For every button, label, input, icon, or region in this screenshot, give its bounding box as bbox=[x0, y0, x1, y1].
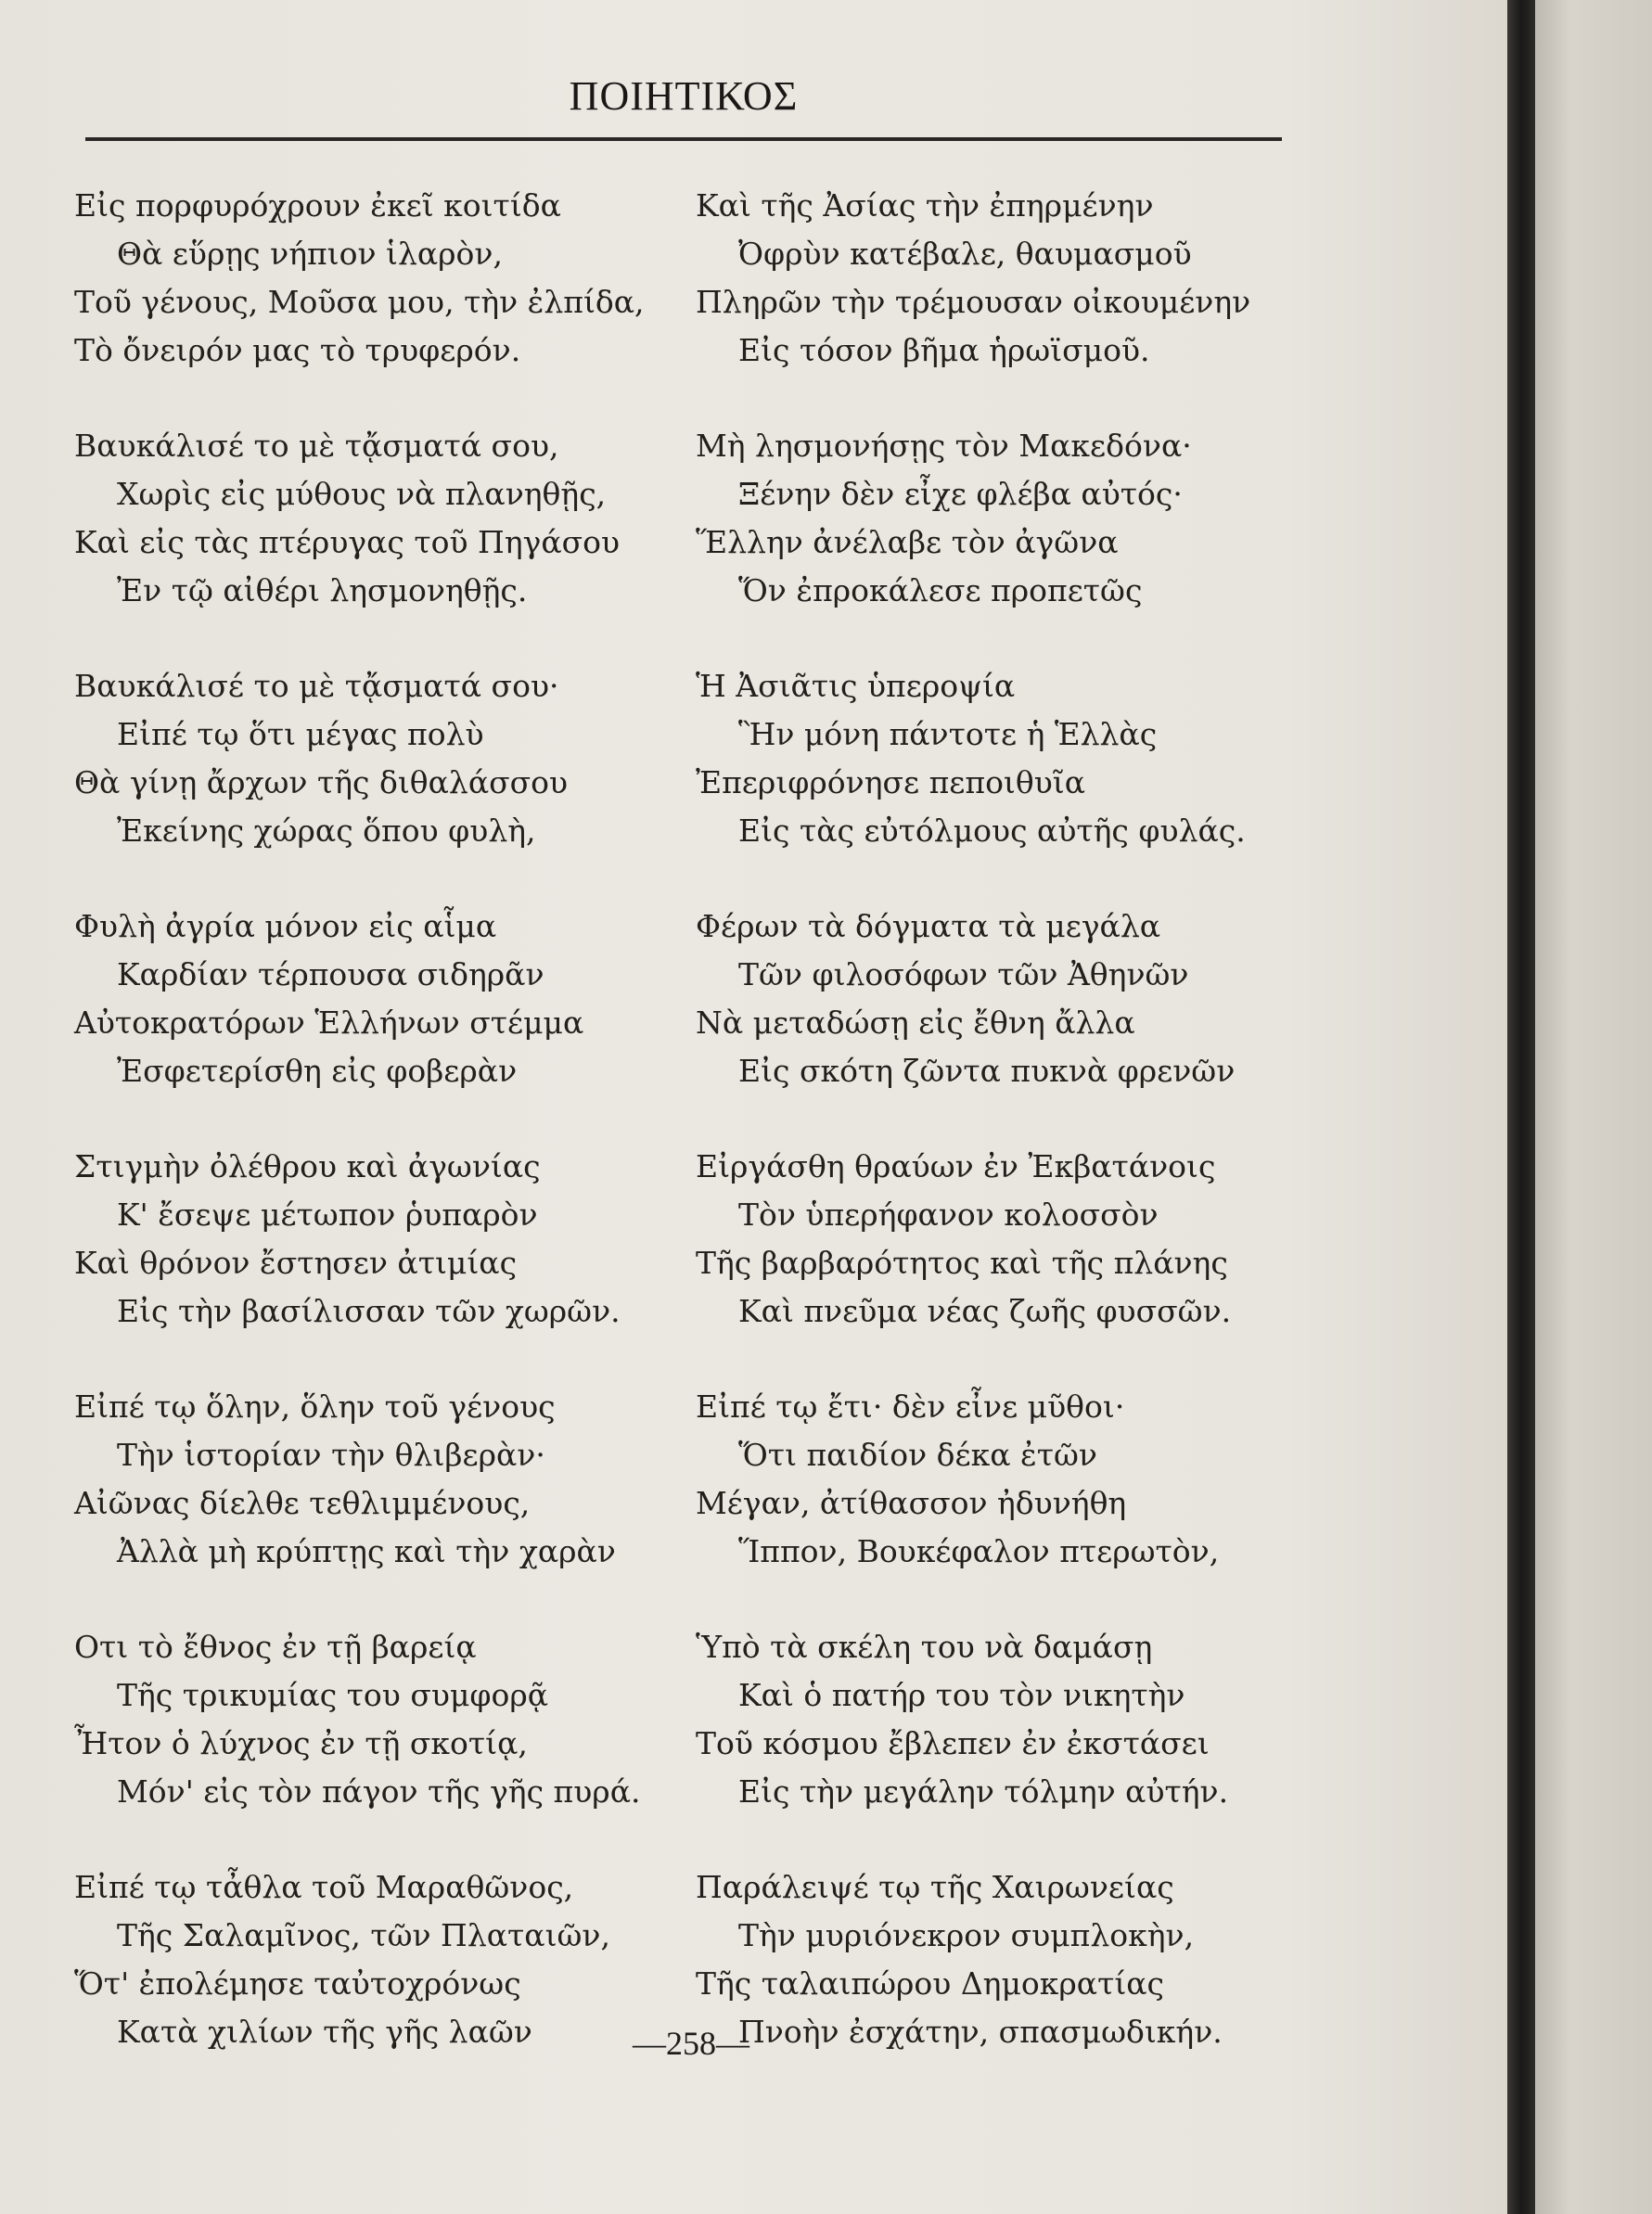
verse-line: Τὴν ἱστορίαν τὴν θλιβερὰν· bbox=[117, 1437, 545, 1473]
verse-line: Ὅν ἐπροκάλεσε προπετῶς bbox=[738, 572, 1143, 608]
verse-line: Καὶ εἰς τὰς πτέρυγας τοῦ Πηγάσου bbox=[74, 524, 621, 560]
verse-line: Ὀφρὺν κατέβαλε, θαυμασμοῦ bbox=[738, 236, 1192, 272]
stanza bbox=[74, 422, 668, 662]
verse-line: Τῆς ταλαιπώρου Δημοκρατίας bbox=[696, 1965, 1165, 2002]
verse-line: Κ' ἔσεψε μέτωπον ῥυπαρὸν bbox=[117, 1197, 538, 1233]
verse-line: Ἐν τῷ αἰθέρι λησμονηθῇς. bbox=[117, 572, 528, 608]
verse-line: Τῆς τρικυμίας του συμφορᾷ bbox=[117, 1677, 549, 1713]
verse-line: Εἰς τὴν βασίλισσαν τῶν χωρῶν. bbox=[117, 1293, 621, 1329]
verse-line: Μὴ λησμονήσῃς τὸν Μακεδόνα· bbox=[696, 428, 1192, 464]
verse-line: Ξένην δὲν εἶχε φλέβα αὐτός· bbox=[738, 476, 1183, 512]
verse-line: Εἰς τὰς εὐτόλμους αὐτῆς φυλάς. bbox=[738, 813, 1246, 849]
verse-line: Εἰπέ τῳ ἔτι· δὲν εἶνε μῦθοι· bbox=[696, 1389, 1125, 1425]
verse-line: Τὸ ὄνειρόν μας τὸ τρυφερόν. bbox=[74, 332, 521, 368]
verse-line: Κατὰ χιλίων τῆς γῆς λαῶν bbox=[117, 2014, 532, 2050]
stanza bbox=[74, 1623, 668, 1863]
stanza bbox=[696, 182, 1289, 422]
verse-line: Καὶ πνεῦμα νέας ζωῆς φυσσῶν. bbox=[738, 1293, 1232, 1329]
verse-line: Νὰ μεταδώσῃ εἰς ἔθνη ἄλλα bbox=[696, 1005, 1135, 1041]
stanza bbox=[74, 1383, 668, 1623]
verse-line: Εἰπέ τῳ τἆθλα τοῦ Μαραθῶνος, bbox=[74, 1869, 574, 1905]
verse-line: Ἣν μόνη πάντοτε ἡ Ἑλλὰς bbox=[738, 716, 1158, 752]
verse-line: Στιγμὴν ὀλέθρου καὶ ἀγωνίας bbox=[74, 1148, 541, 1184]
verse-line: Βαυκάλισέ το μὲ τᾄσματά σου· bbox=[74, 668, 559, 704]
verse-line: Φέρων τὰ δόγματα τὰ μεγάλα bbox=[696, 908, 1161, 944]
stanza bbox=[696, 1383, 1289, 1623]
verse-line: Καὶ τῆς Ἀσίας τὴν ἐπηρμένην bbox=[696, 187, 1154, 224]
verse-line: Αἰῶνας δίελθε τεθλιμμένους, bbox=[74, 1485, 531, 1521]
stanza bbox=[74, 902, 668, 1143]
facing-page-edge bbox=[1535, 0, 1652, 2214]
stanza bbox=[696, 902, 1289, 1143]
verse-line: Ἐσφετερίσθη εἰς φοβερὰν bbox=[117, 1053, 518, 1089]
right-column bbox=[696, 182, 1289, 2104]
verse-line: Φυλὴ ἀγρία μόνον εἰς αἷμα bbox=[74, 908, 497, 944]
verse-line: Πνοὴν ἐσχάτην, σπασμωδικήν. bbox=[738, 2014, 1223, 2050]
verse-line: Ὑπὸ τὰ σκέλη του νὰ δαμάσῃ bbox=[696, 1629, 1153, 1665]
verse-line: Ἦτον ὁ λύχνος ἐν τῇ σκοτίᾳ, bbox=[74, 1725, 528, 1761]
header-rule bbox=[85, 137, 1282, 141]
book-spine bbox=[1507, 0, 1535, 2214]
stanza bbox=[696, 662, 1289, 902]
stanza bbox=[74, 1863, 668, 2104]
stanza bbox=[74, 182, 668, 422]
verse-line: Μέγαν, ἀτίθασσον ἠδυνήθη bbox=[696, 1485, 1127, 1521]
verse-line: Τοῦ κόσμου ἔβλεπεν ἐν ἐκστάσει bbox=[696, 1725, 1210, 1761]
page-number: —258— bbox=[633, 2025, 749, 2062]
verse-line: Μόν' εἰς τὸν πάγον τῆς γῆς πυρά. bbox=[117, 1773, 641, 1810]
verse-line: Καὶ θρόνον ἔστησεν ἀτιμίας bbox=[74, 1245, 518, 1281]
verse-line: Ἀλλὰ μὴ κρύπτῃς καὶ τὴν χαρὰν bbox=[117, 1533, 616, 1569]
verse-line: Εἰπέ τῳ ὅλην, ὅλην τοῦ γένους bbox=[74, 1389, 556, 1425]
verse-line: Βαυκάλισέ το μὲ τᾄσματά σου, bbox=[74, 428, 559, 464]
verse-line: Θὰ εὕρῃς νήπιον ἱλαρὸν, bbox=[117, 236, 503, 272]
verse-line: Τὴν μυριόνεκρον συμπλοκὴν, bbox=[738, 1917, 1195, 1953]
verse-line: Ἡ Ἀσιᾶτις ὑπεροψία bbox=[696, 668, 1016, 704]
verse-line: Θὰ γίνῃ ἄρχων τῆς διθαλάσσου bbox=[74, 764, 569, 800]
verse-line: Τῆς Σαλαμῖνος, τῶν Πλαταιῶν, bbox=[117, 1917, 610, 1953]
verse-line: Αὐτοκρατόρων Ἑλλήνων στέμμα bbox=[74, 1005, 584, 1041]
verse-line: Τοῦ γένους, Μοῦσα μου, τὴν ἐλπίδα, bbox=[74, 284, 645, 320]
verse-line: Εἰς τὴν μεγάλην τόλμην αὐτήν. bbox=[738, 1773, 1229, 1810]
left-column bbox=[74, 182, 668, 2104]
verse-line: Εἰς πορφυρόχρουν ἐκεῖ κοιτίδα bbox=[74, 187, 561, 224]
verse-line: Τῆς βαρβαρότητος καὶ τῆς πλάνης bbox=[696, 1245, 1228, 1281]
verse-line: Εἰς σκότη ζῶντα πυκνὰ φρενῶν bbox=[738, 1053, 1236, 1089]
stanza bbox=[74, 1143, 668, 1383]
running-header: ΠΟΙΗΤΙΚΟΣ bbox=[569, 73, 799, 119]
verse-line: Καρδίαν τέρπουσα σιδηρᾶν bbox=[117, 956, 544, 992]
stanza bbox=[696, 1143, 1289, 1383]
verse-line: Χωρὶς εἰς μύθους νὰ πλανηθῇς, bbox=[117, 476, 607, 512]
verse-line: Ἵππον, Βουκέφαλον πτερωτὸν, bbox=[738, 1533, 1220, 1569]
verse-line: Εἰπέ τῳ ὅτι μέγας πολὺ bbox=[117, 716, 484, 752]
verse-line: Ὅτι παιδίον δέκα ἐτῶν bbox=[738, 1437, 1097, 1473]
verse-line: Πληρῶν τὴν τρέμουσαν οἰκουμένην bbox=[696, 284, 1251, 320]
verse-line: Ἐπεριφρόνησε πεποιθυῖα bbox=[696, 764, 1086, 800]
verse-line: Ὅτ' ἐπολέμησε ταὐτοχρόνως bbox=[74, 1965, 521, 2002]
verse-line: Οτι τὸ ἔθνος ἐν τῇ βαρείᾳ bbox=[74, 1629, 477, 1665]
stanza bbox=[696, 1623, 1289, 1863]
verse-line: Τῶν φιλοσόφων τῶν Ἀθηνῶν bbox=[738, 956, 1189, 992]
verse-line: Καὶ ὁ πατήρ του τὸν νικητὴν bbox=[738, 1677, 1185, 1713]
verse-line: Ἕλλην ἀνέλαβε τὸν ἀγῶνα bbox=[696, 524, 1119, 560]
stanza bbox=[696, 1863, 1289, 2104]
verse-line: Εἰργάσθη θραύων ἐν Ἐκβατάνοις bbox=[696, 1148, 1216, 1184]
stanza bbox=[696, 422, 1289, 662]
verse-line: Τὸν ὑπερήφανον κολοσσὸν bbox=[738, 1197, 1159, 1233]
verse-line: Παράλειψέ τῳ τῆς Χαιρωνείας bbox=[696, 1869, 1174, 1905]
verse-line: Εἰς τόσον βῆμα ἡρωϊσμοῦ. bbox=[738, 332, 1150, 368]
verse-line: Ἐκείνης χώρας ὅπου φυλὴ, bbox=[117, 813, 536, 849]
stanza bbox=[74, 662, 668, 902]
